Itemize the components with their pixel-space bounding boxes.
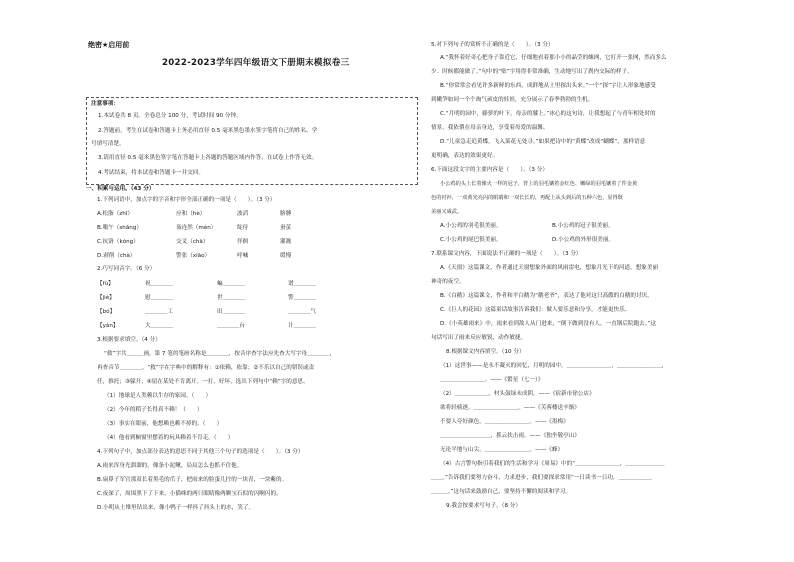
q5-option: 到嫩笋如同一个个淘气顽皮的娃娃，充分展示了春季勃勃的生机。 xyxy=(431,97,594,103)
q4-option: C.夜深了，周围黑下了下来，小猫咪的两只眼睛像两颗宝石似的闪啊闪的。 xyxy=(97,491,282,497)
q4-option: D.小明从土堆里钻出来，像小鸭子一样抖了抖头上的水，笑了。 xyxy=(97,505,255,511)
q8-line: ＿＿＿＿＿＿＿＿＿，抓云扶击雨。——《独坐敬亭山》 xyxy=(440,433,580,439)
question-3: 3.根据要求填空。（4 分） xyxy=(97,337,161,343)
q1-option-word: 交叉（chā） xyxy=(176,239,209,245)
fill-blank: 大＿＿＿＿ xyxy=(145,323,173,329)
q3-item: （3）事实在眼前，他想赖也赖不掉的。（ ） xyxy=(104,421,223,427)
pinyin-tag: 【bó】 xyxy=(97,309,116,315)
q1-option-word: 绽待 xyxy=(237,225,249,231)
question-7: 7.联系课文内容，下面说法不正确的一项是（ ）。（3 分） xyxy=(431,251,582,257)
q5-option: A.“我怀着好奇心把身子靠近它，仔细地看着那小小的晶莹的蛛网，它打开一张网，然而多么 xyxy=(440,55,667,61)
q6-option: A.小公鸡的羽毛很美丽。 xyxy=(440,223,502,229)
q5-option: 更明确，表达的效果更好。 xyxy=(431,153,499,159)
q8-line: （4）古言警句指引着我们的生活和学习《周易》中的“＿＿＿＿＿＿＿＿，＿＿＿＿＿＿＿ xyxy=(440,461,665,467)
confidential-label: 绝密★启用前 xyxy=(88,41,130,49)
notice-item: 3.请用直径 0.5 毫米黑色签字笔在答题卡上各题的答题区域内作答，在试卷上作答无效。 xyxy=(98,155,318,161)
q4-option: A.雨来浑身光溜溜的，像条小泥鳅，局局怎么也抓不住他。 xyxy=(97,463,243,469)
q8-line: （2）＿＿＿＿＿＿，村头鼓绿未成阴。——《宿新市徐公店》 xyxy=(440,391,595,397)
q7-option: A.《天窗》这篇课文，作者通过天窗想象外面的风雨雷电，想象月光下的河道，想象美丽 xyxy=(440,265,659,271)
q1-option: C.抗洛（kǒng） xyxy=(97,239,139,245)
q1-option-word: 蚕茧 xyxy=(280,225,292,231)
fill-blank: 计＿＿＿＿ xyxy=(288,323,316,329)
q1-option-word: 徉徊 xyxy=(237,239,249,245)
question-3-text: 再查音节＿＿＿＿。“救”字在字典中的解释有：①依赖，依靠；②不乐以自己的错误或责 xyxy=(97,365,315,371)
fill-blank: 警＿＿＿＿ xyxy=(288,295,316,301)
q6-option: C.小公鸡的尾巴很美丽。 xyxy=(440,237,502,243)
reading-passage: 小公鸡的头上长着像火一样的冠子，背上的羽毛镶着金红色、嫩绿的羽毛镶着了件金黄 xyxy=(440,181,638,187)
question-6: 6.下面这段文字的主要内容是（ ）。（3 分） xyxy=(431,167,548,173)
fill-blank: 祝＿＿＿＿ xyxy=(145,281,173,287)
q7-option: 神奇的夜空。 xyxy=(431,279,465,285)
q1-option-word: 缓慢 xyxy=(280,253,292,259)
question-8: 8.根据课文内容填空。（10 分） xyxy=(446,349,525,355)
q3-item: （2）今年的稻子长得真不赖！（ ） xyxy=(104,407,203,413)
fill-blank: ＿＿＿＿台 xyxy=(217,323,245,329)
q7-option: D.《小英雄雨来》中，雨来看到敌人从门进来，“倒下做到没有人，一直钢后院跑去。”这 xyxy=(440,321,657,327)
q7-option: B.《白鹅》这篇课文，作者和平白鹅为“鹅老爷”，表达了他对这只高傲的白鹅的讨厌。 xyxy=(440,293,653,299)
fill-blank: 谱＿＿＿＿ xyxy=(288,281,316,287)
q8-line: ＿＿。”告诉我们要努力奋斗，力求进步，我们要探求常用“一日读书一日功，＿＿＿＿＿＿ xyxy=(431,475,653,481)
notice-item: 4.考试结束，将本试卷和答题卡一并交回。 xyxy=(98,170,205,176)
q8-line: 无论平地与山尖，＿＿＿＿＿＿＿＿。——《蜂》 xyxy=(440,447,564,453)
q3-item: （4）他看到橱窗里摆着的玩具赖着不肯走。（ ） xyxy=(104,435,234,441)
q1-option-word: 盔连然（mèn） xyxy=(176,225,217,231)
q6-option: B.小公鸡的冠子很美丽。 xyxy=(552,223,614,229)
q5-option: 情景，我依偎在母亲身边，享受着母爱的温馨。 xyxy=(431,125,549,131)
q3-item: （1）地球是人类赖以生存的家园。（ ） xyxy=(104,393,212,399)
q8-line: 不要人夸好颜色，＿＿＿＿＿＿＿＿。——《墨梅》 xyxy=(440,419,569,425)
q1-option-word: 胳膊 xyxy=(280,211,292,217)
notice-item: 号填写清楚。 xyxy=(91,141,125,147)
q5-option: C.“月明的园中，藤萝的叶下，母亲的膝上。”冰心的这句诗，让我想起了与青年相处时的 xyxy=(440,111,656,117)
pinyin-tag: 【fù】 xyxy=(97,281,114,287)
pinyin-tag: 【jiè】 xyxy=(97,295,115,301)
section-heading: 一、积累与运用。（43 分） xyxy=(86,186,155,192)
question-3-text: 任，推托；③躲开；④留在某处不肯离开。一打，好坏，选出下列句中“赖”字的意思。 xyxy=(97,379,309,385)
fill-blank: ＿＿＿＿气 xyxy=(288,309,316,315)
notice-heading: 注意事项： xyxy=(91,101,119,107)
reading-passage: 色的衬衫，一双黄光亮闪的眼睛和一双长长的，再配上从头到后的五种六色，显得既 xyxy=(431,195,623,201)
notice-item: 2.答题前，考生在试卷和答题卡上务必用直径 0.5 毫米黑色墨水签字笔将自己的姓名、学 xyxy=(98,128,318,134)
pinyin-tag: 【yán】 xyxy=(97,323,119,329)
question-1: 1.下列词语中，加点字的字音和字形全部正确的一项是（ ）。（3 分） xyxy=(97,197,276,203)
question-3-text: “救”字共＿＿＿画，第 7 笔的笔画名称是＿＿＿＿，按音序查字法应先查大写字母＿＿＿＿， xyxy=(104,351,336,357)
q5-option: B.“你常常会看见许多新鲜的东西，成群地从土里探出头来。”一个“探”字让人形象地感受 xyxy=(440,83,656,89)
question-5: 5.对下列句子的赏析不正确的是（ ）。（3 分） xyxy=(431,42,554,48)
q1-option: A.松脂（zhī） xyxy=(97,211,133,217)
q1-option-word: 应和（hè） xyxy=(176,211,206,217)
exam-title: 2022-2023学年四年级语文下册期末模拟卷三 xyxy=(162,58,350,68)
q8-line: ＿＿＿＿＿＿＿＿。——《繁星（七一）》 xyxy=(440,377,544,383)
fill-blank: 慰＿＿＿＿ xyxy=(145,295,173,301)
q8-line: （1）这世事——是永不凝灭的回忆，月明的园中，＿＿＿＿＿＿＿＿，＿＿＿＿＿＿＿＿， xyxy=(440,363,668,369)
q1-option: D.剥削（chà） xyxy=(97,253,136,259)
fill-blank: 世＿＿＿＿ xyxy=(217,295,245,301)
q7-option: C.《巨人的花园》这篇童话故事告诉我们：做人要乐意和分享，才能更快乐。 xyxy=(440,307,631,313)
q5-option: 少．时候都能做了。”句中的“贴”字用得非常准确，生动地写出了刹内交际的样子。 xyxy=(431,69,633,75)
q1-option-word: 波滔 xyxy=(237,211,249,217)
q8-line: 欲将轻骑逐，＿＿＿＿＿＿＿＿。——《芙蓉楼送辛渐》 xyxy=(440,405,580,411)
fill-blank: ＿＿＿＿工 xyxy=(145,309,173,315)
q1-option-word: 警张（xiāo） xyxy=(176,253,211,259)
question-4: 4.下列句子中，加点部分表达的意思不同于其他三个句子的选项是（ ）。（3 分） xyxy=(97,449,304,455)
q1-option: B.嗡午（shǎng） xyxy=(97,225,142,231)
question-9: 9.我会按要求写句子。（8 分） xyxy=(446,503,521,509)
q1-option-word: 灌溉 xyxy=(280,239,292,245)
reading-passage: 美丽又威武。 xyxy=(431,209,463,215)
q6-option: D.小公鸡的外形很美丽。 xyxy=(552,237,615,243)
q5-option: D.“儿童急走追黄蝶，飞入菜花无处寻。”如果把诗中的“黄蝶”改成“蝴蝶”，那样语意 xyxy=(440,139,646,145)
q7-option: 句话写出了雨来反应敏锐，动作敏捷。 xyxy=(431,335,527,341)
fill-blank: 田＿＿＿＿ xyxy=(217,309,245,315)
notice-item: 1.本试卷共 8 页。全卷总分 100 分，考试时间 90 分钟。 xyxy=(98,113,242,119)
fill-blank: 蝙＿＿＿＿ xyxy=(217,281,245,287)
question-2: 2.巧写同音字。（6 分） xyxy=(97,266,156,272)
q1-option-word: 呼喊 xyxy=(237,253,249,259)
q4-option: B.扁鼻子军官那双长着黑毛的爪子，把雨来的脸蛋儿拧的一块青，一块紫的。 xyxy=(97,477,288,483)
q8-line: ＿＿＿。”这句话来鼓励自己，要坚持不懈的阅读和学习。 xyxy=(431,489,571,495)
